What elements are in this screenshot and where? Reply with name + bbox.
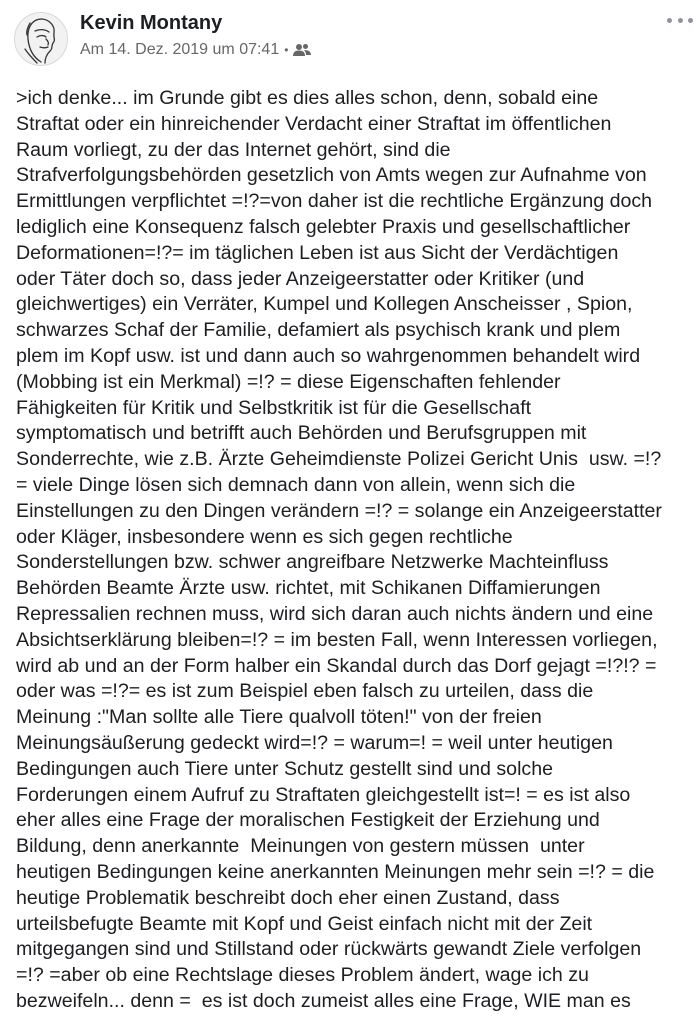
post-text-line: oder Täter doch so, dass jeder Anzeigeerstatter oder Kritiker (und — [16, 267, 585, 290]
post-text-line: oder was =!?= es ist zum Beispiel eben falsch zu urteilen, dass die — [16, 680, 594, 703]
post-text-line: heutigen Bedingungen keine anerkannten Meinungen mehr sein =!? = die — [16, 860, 655, 883]
author-name[interactable]: Kevin Montany — [80, 12, 223, 34]
post-text-line: Fähigkeiten für Kritik und Selbstkritik ist für die Gesellschaft — [16, 396, 532, 419]
post-timestamp[interactable]: Am 14. Dez. 2019 um 07:41 — [80, 41, 280, 58]
post-text-line: Deformationen=!?= im täglichen Leben ist aus Sicht der Verdächtigen — [16, 241, 619, 264]
post-text-line: (Mobbing ist ein Merkmal) =!? = diese Eigenschaften fehlender — [16, 370, 561, 393]
post-body-text — [16, 86, 699, 1015]
post-text-line: Strafverfolgungsbehörden gesetzlich von Amts wegen zur Aufnahme von — [16, 164, 647, 187]
post-text-line: Absichtserklärung bleiben=!? = im besten Fall, wenn Interessen vorliegen, — [16, 628, 658, 651]
post-text-line: wird ab und an der Form halber ein Skandal durch das Dorf gejagt =!?!? = — [16, 654, 657, 677]
post-text-line: eher alles eine Frage der moralischen Festigkeit der Erziehung und — [16, 809, 600, 832]
post-text-line: Forderungen einem Aufruf zu Straftaten gleichgestellt ist=! = es ist also — [16, 783, 631, 806]
post-text-line: symptomatisch und betrifft auch Behörden und Berufsgruppen mit — [16, 422, 587, 445]
post-text-line: >ich denke... im Grunde gibt es dies alles schon, denn, sobald eine — [16, 87, 599, 109]
post-text-line: Raum vorliegt, zu der das Internet gehört, sind die — [16, 138, 451, 161]
post-text-line: =!? =aber ob eine Rechtslage dieses Problem ändert, wage ich zu — [16, 964, 589, 987]
post-text-line: Bedingungen auch Tiere unter Schutz gestellt sind und solche — [16, 757, 554, 780]
post-text-line: Ermittlungen verpflichtet =!?=von daher ist die rechtliche Ergänzung doch — [16, 190, 653, 213]
post-text-line: Sonderrechte, wie z.B. Ärzte Geheimdienste Polizei Gericht Unis usw. =!? — [16, 448, 662, 471]
post-text-line: Meinungsäußerung gedeckt wird=!? = warum=! = weil unter heutigen — [16, 731, 613, 754]
post-text-line: Behörden Beamte Ärzte usw. richtet, mit Schikanen Diffamierungen — [16, 577, 601, 600]
post-text-line: oder Kläger, insbesondere wenn es sich gegen rechtliche — [16, 525, 513, 548]
avatar[interactable] — [14, 12, 68, 66]
post-text-line: Sonderstellungen bzw. schwer angreifbare Netzwerke Machteinfluss — [16, 551, 609, 574]
post-text-line: urteilsbefugte Beamte mit Kopf und Geist einfach nicht mit der Zeit — [16, 912, 593, 935]
avatar-sketch-icon — [15, 13, 68, 66]
more-horizontal-icon[interactable] — [667, 12, 693, 28]
post-text-line: heutige Problematik beschreibt doch eher einen Zustand, dass — [16, 886, 560, 909]
post-header — [0, 0, 699, 80]
post-text-line: lediglich eine Konsequenz falsch gelebter Praxis und gesellschaftlicher — [16, 215, 631, 238]
post-text-line: Meinung :"Man sollte alle Tiere qualvoll töten!" von der freien — [16, 706, 542, 729]
more-dot — [688, 18, 693, 23]
post-text-line: Repressalien rechnen muss, wird sich daran auch nichts ändern und eine — [16, 602, 654, 625]
post-text-line: Bildung, denn anerkannte Meinungen von gestern müssen unter — [16, 835, 585, 858]
post-text-line: Einstellungen zu den Dingen verändern =!? = solange ein Anzeigeerstatter — [16, 499, 662, 522]
post-text-line: bezweifeln... denn = es ist doch zumeist alles eine Frage, WIE man es — [16, 989, 631, 1012]
more-dot — [667, 18, 672, 23]
more-dot — [678, 18, 683, 23]
post-text-line: schwarzes Schaf der Familie, defamiert als psychisch krank und plem — [16, 319, 621, 342]
post-text-line: gleichwertiges) ein Verräter, Kumpel und Kollegen Anscheisser , Spion, — [16, 293, 633, 316]
post-meta — [80, 41, 311, 59]
post-text-line: plem im Kopf usw. ist und dann auch so wahrgenommen behandelt wird — [16, 344, 641, 367]
post-text-line: Straftat oder ein hinreichender Verdacht einer Straftat im öffentlichen — [16, 112, 612, 135]
meta-separator: • — [284, 43, 289, 57]
post-text-line: = viele Dinge lösen sich demnach dann von allein, wenn sich die — [16, 473, 576, 496]
friends-icon[interactable] — [293, 43, 311, 57]
post-text-line: mitgegangen sind und Stillstand oder rückwärts gewandt Ziele verfolgen — [16, 938, 642, 961]
